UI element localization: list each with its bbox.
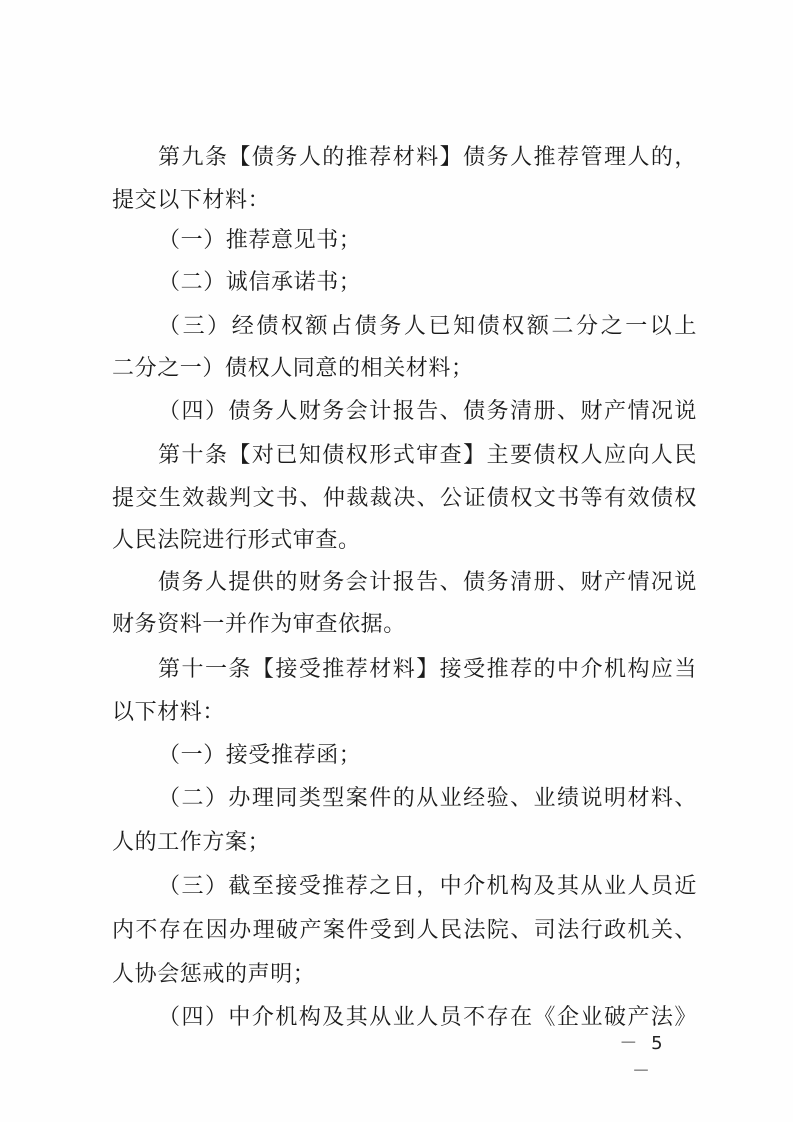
article-10-paragraph-2-line-1: 债务人提供的财务会计报告、债务清册、财产情况说 [158, 570, 697, 595]
article-9-item-3-line-2: 二分之一）债权人同意的相关材料； [112, 356, 474, 381]
article-10-paragraph-2-line-2: 财务资料一并作为审查依据。 [112, 612, 406, 637]
article-11-item-3-line-3: 人协会惩戒的声明； [112, 962, 316, 987]
article-10-heading-line: 第十条【对已知债权形式审查】主要债权人应向人民 [158, 443, 697, 468]
article-9-item-4: （四）债务人财务会计报告、债务清册、财产情况说 [158, 399, 697, 424]
page-number: － 5 － [619, 1033, 667, 1082]
article-11-item-3-line-1: （三）截至接受推荐之日，中介机构及其从业人员近 [158, 874, 697, 899]
article-11-continuation-line: 以下材料： [112, 700, 226, 725]
article-11-item-2-line-2: 人的工作方案； [112, 830, 271, 855]
article-9-item-2: （二）诚信承诺书； [158, 270, 362, 295]
article-9-item-3-line-1: （三）经债权额占债务人已知债权额二分之一以上 [158, 314, 697, 339]
article-11-item-2-line-1: （二）办理同类型案件的从业经验、业绩说明材料、 [158, 786, 697, 811]
article-9-continuation-line: 提交以下材料： [112, 188, 271, 213]
article-11-item-1: （一）接受推荐函； [158, 743, 362, 768]
article-10-line-3: 人民法院进行形式审查。 [112, 528, 361, 553]
article-11-heading-line: 第十一条【接受推荐材料】接受推荐的中介机构应当 [158, 657, 697, 682]
article-11-item-4-line-1: （四）中介机构及其从业人员不存在《企业破产法》 [158, 1005, 697, 1030]
article-9-item-1: （一）推荐意见书； [158, 228, 362, 253]
article-11-item-3-line-2: 内不存在因办理破产案件受到人民法院、司法行政机关、 [112, 918, 697, 943]
article-9-heading-line: 第九条【债务人的推荐材料】债务人推荐管理人的， [158, 145, 697, 170]
article-10-line-2: 提交生效裁判文书、仲裁裁决、公证债权文书等有效债权 [112, 486, 697, 511]
